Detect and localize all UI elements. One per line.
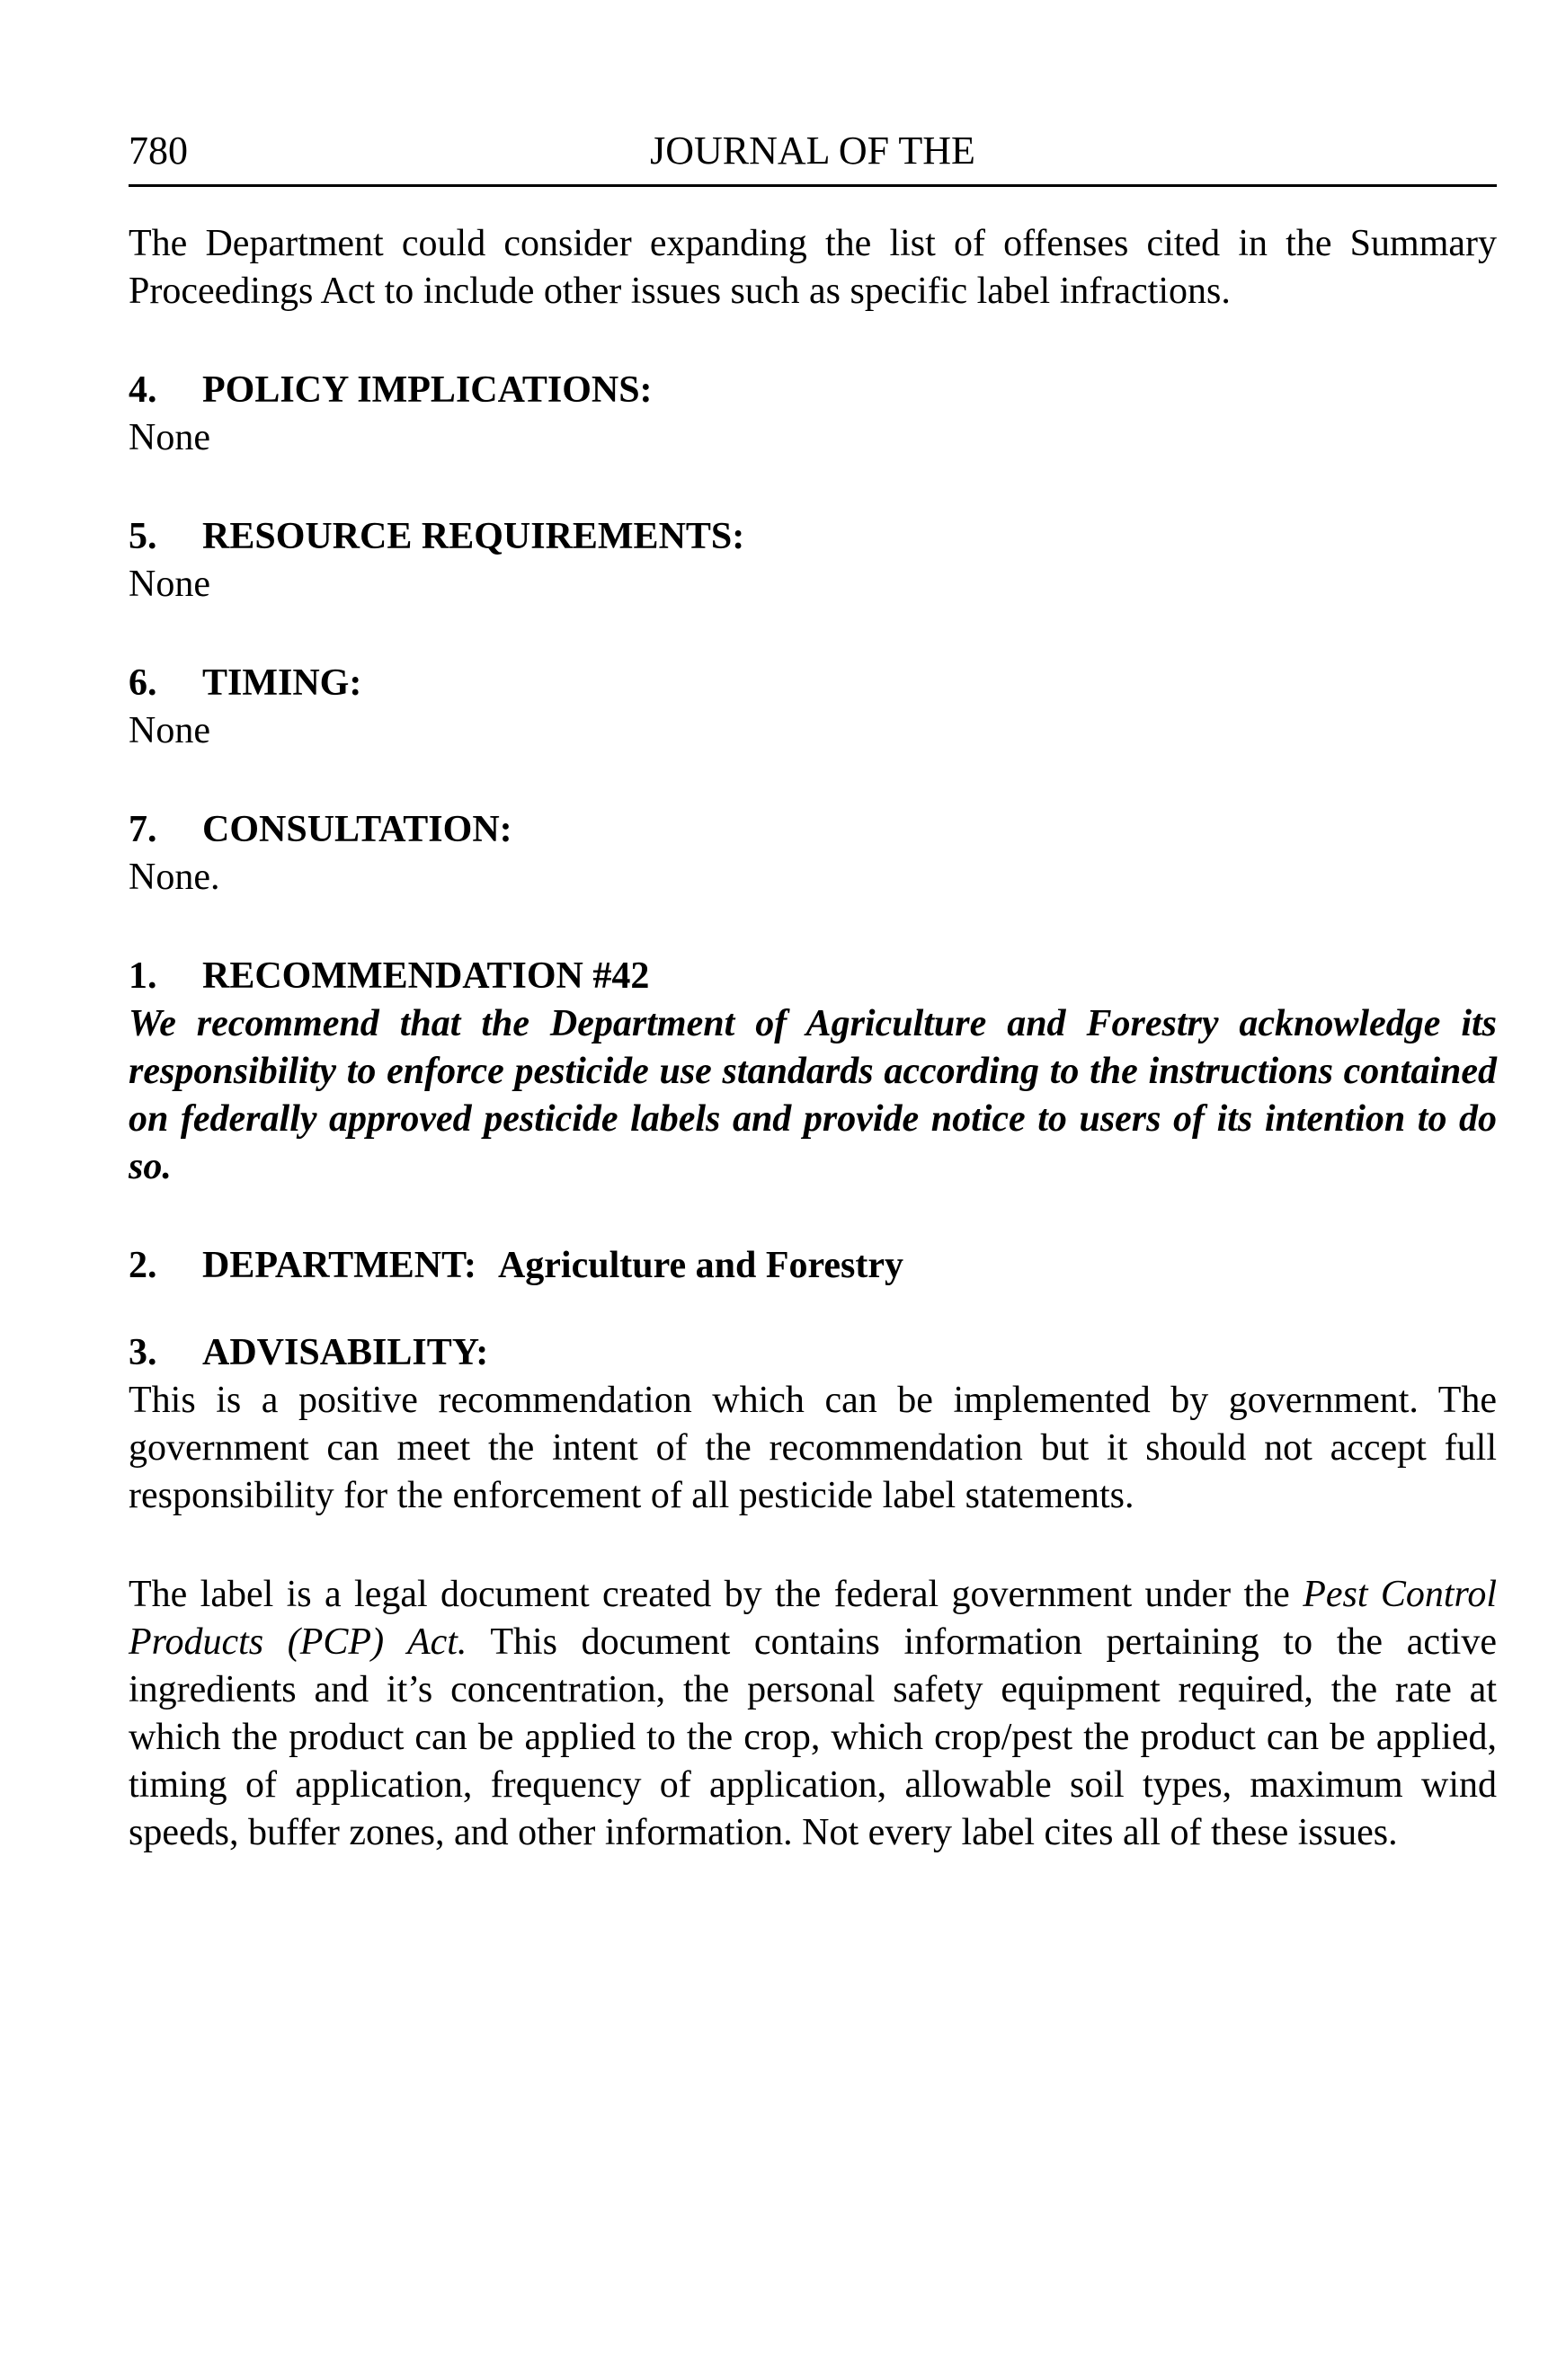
section-heading — [129, 660, 1497, 707]
advisability-title: ADVISABILITY: — [202, 1332, 489, 1373]
recommendation-block — [129, 953, 1497, 1191]
section-body: None — [129, 710, 210, 751]
section-title: TIMING: — [202, 662, 362, 704]
section-title: POLICY IMPLICATIONS: — [202, 369, 653, 411]
section-heading — [129, 806, 1497, 854]
department-heading — [129, 1242, 1497, 1290]
section-timing — [129, 660, 1497, 755]
section-number: 2. — [129, 1245, 157, 1286]
page-content — [129, 220, 1497, 1857]
section-number: 5. — [129, 516, 157, 557]
section-title: CONSULTATION: — [202, 809, 512, 850]
section-number: 1. — [129, 955, 157, 997]
recommendation-text: We recommend that the Department of Agriculture and Forestry acknowledge its responsibility to enforce pesticide use standards according to the instructions contained on federally approved pesticide labels and provide notice to users of its intention to do so. — [129, 1003, 1497, 1187]
label-paragraph-text: This document contains information pertaining to the active ingredients and it’s concentration, the personal safety equipment required, the rate at which the product can be applied to the crop, which crop/pest the product can be applied, timing of application, frequency of application, allowable soil types, maximum wind speeds, buffer zones, and other information. Not every label cites all of these issues. — [129, 1621, 1497, 1853]
section-body: None. — [129, 857, 220, 898]
running-title: JOURNAL OF THE — [650, 129, 975, 173]
section-body: None — [129, 564, 210, 605]
section-heading — [129, 513, 1497, 561]
department-label: DEPARTMENT: — [202, 1245, 476, 1286]
advisability-paragraph: This is a positive recommendation which can be implemented by government. The government can meet the intent of the recommendation but it should not accept full responsibility for the enforcement of all pesticide label statements. — [129, 1380, 1497, 1516]
recommendation-heading — [129, 953, 1497, 1000]
header-rule — [129, 184, 1497, 187]
section-number: 7. — [129, 809, 157, 850]
department-value: Agriculture and Forestry — [497, 1245, 904, 1286]
page-number: 780 — [129, 129, 188, 173]
section-heading — [129, 367, 1497, 414]
section-number: 6. — [129, 662, 157, 704]
department-block — [129, 1242, 1497, 1290]
label-paragraph-text: The label is a legal document created by the federal government under the — [129, 1574, 1303, 1615]
section-body: None — [129, 417, 210, 458]
section-consultation — [129, 806, 1497, 901]
section-resource-requirements — [129, 513, 1497, 608]
advisability-heading — [129, 1329, 1497, 1377]
act-name: Pest Control Products (PCP) Act. — [129, 1574, 1497, 1663]
section-number: 3. — [129, 1332, 157, 1373]
section-policy-implications — [129, 367, 1497, 462]
section-title: RESOURCE REQUIREMENTS: — [202, 516, 745, 557]
label-paragraph — [129, 1571, 1497, 1857]
recommendation-title: RECOMMENDATION #42 — [202, 955, 650, 997]
page-header — [129, 124, 1497, 178]
section-number: 4. — [129, 369, 157, 411]
advisability-block — [129, 1329, 1497, 1520]
intro-paragraph: The Department could consider expanding the list of offenses cited in the Summary Proceedings Act to include other issues such as specific label infractions. — [129, 223, 1497, 312]
